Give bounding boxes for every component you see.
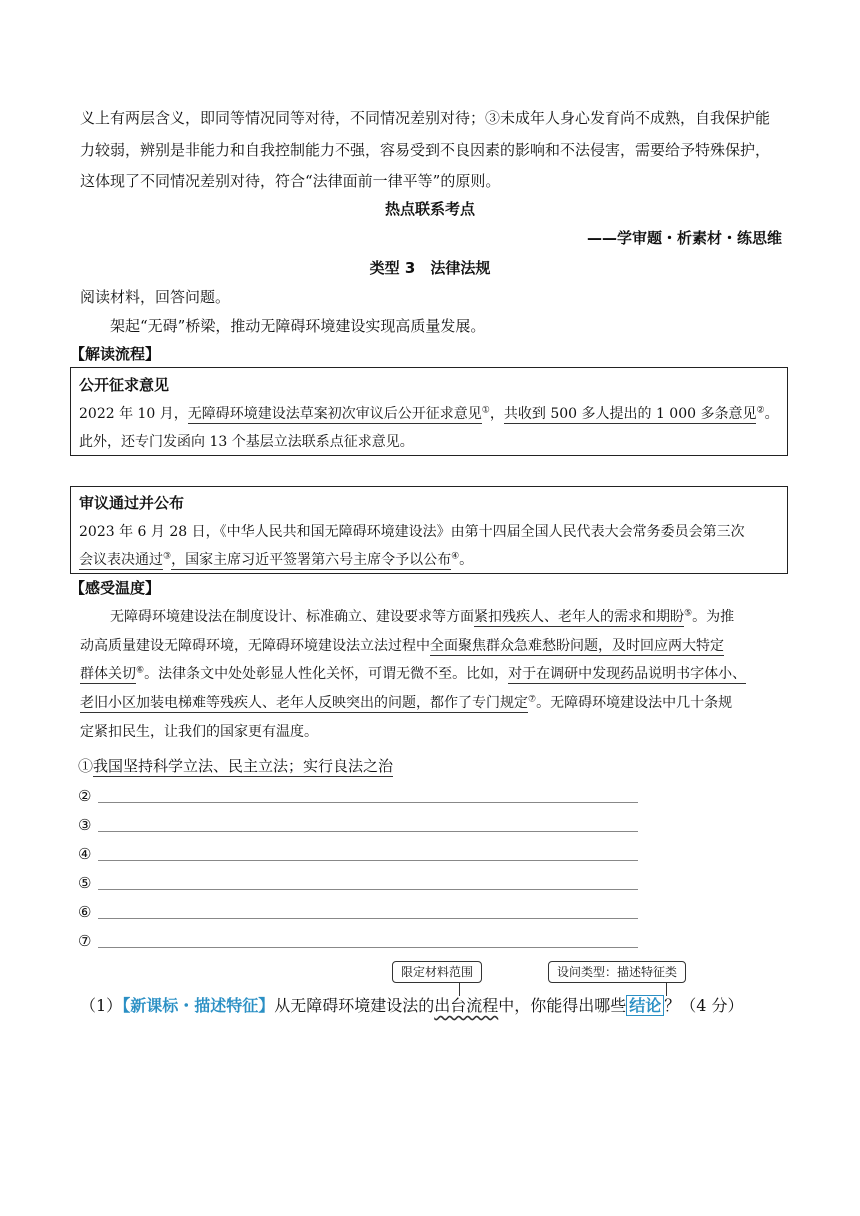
feel-text-3b: 。法律条文中处处彰显人性化关怀，可谓无微不至。比如， — [144, 666, 509, 682]
marker-7: ⑦ — [528, 694, 537, 705]
feel-underlined-4: 对于在调研中发现药品说明书字体小、 — [508, 666, 747, 682]
answer-1-num: ① — [78, 757, 94, 775]
box1-line-1 — [79, 404, 779, 424]
feel-line-1 — [110, 607, 734, 627]
box1-underlined-1: 无障碍环境建设法草案初次审议后公开征求意见 — [187, 406, 482, 422]
intro-line-1: 义上有两层含义，即同等情况同等对待，不同情况差别对待；③未成年人身心发育尚不成熟，自我保护能 — [80, 109, 771, 127]
feel-underlined-3: 群体关切 — [80, 666, 136, 682]
box2-title: 审议通过并公布 — [79, 494, 185, 512]
material-title: 架起“无碍”桥梁，推动无障碍环境建设实现高质量发展。 — [110, 317, 486, 335]
question-text-c: ？（4 分） — [664, 996, 744, 1015]
box1-underlined-2: 共收到 500 多人提出的 1 000 多条意见 — [503, 406, 757, 422]
feel-line-2 — [80, 636, 724, 656]
callout-type-stem — [666, 982, 667, 996]
answer-6-num: ⑥ — [78, 903, 92, 921]
marker-3: ③ — [163, 551, 172, 562]
feel-text-1c: 。为推 — [692, 609, 735, 625]
question-tag: 【新课标・描述特征】 — [122, 996, 275, 1015]
marker-5: ⑤ — [684, 608, 693, 619]
feel-line-4 — [80, 693, 732, 713]
box1-title: 公开征求意见 — [79, 376, 170, 394]
marker-2: ② — [756, 405, 765, 416]
answer-1 — [78, 756, 393, 776]
box2-underlined-1: 会议表决通过 — [79, 552, 163, 568]
question-number: （1） — [80, 996, 123, 1015]
process-box-2 — [70, 486, 788, 574]
question-1 — [80, 995, 744, 1017]
answer-7-blank[interactable] — [98, 947, 638, 948]
process-box-1 — [70, 367, 788, 456]
callout-type: 设问类型：描述特征类 — [548, 961, 686, 983]
question-text-a: 从无障碍环境建设法的 — [274, 996, 435, 1015]
intro-line-2: 力较弱，辨别是非能力和自我控制能力不强，容易受到不良因素的影响和不法侵害，需要给予特殊保护， — [80, 141, 771, 159]
marker-1: ① — [481, 405, 490, 416]
feel-underlined-2: 全面聚焦群众急难愁盼问题，及时回应两大特定 — [430, 638, 724, 654]
instruction: 阅读材料，回答问题。 — [80, 288, 231, 306]
feel-text-4b: 。无障碍环境建设法中几十条规 — [536, 695, 733, 711]
marker-6: ⑥ — [136, 665, 145, 676]
box2-line-2 — [79, 550, 473, 570]
section-title: 热点联系考点 — [384, 200, 475, 218]
answer-1-text: 我国坚持科学立法、民主立法；实行良法之治 — [93, 757, 394, 775]
answer-2-blank[interactable] — [98, 802, 638, 803]
box1-period: 。 — [764, 406, 779, 422]
answer-5-blank[interactable] — [98, 889, 638, 890]
box1-comma: ， — [489, 406, 504, 422]
answer-3-blank[interactable] — [98, 831, 638, 832]
answer-4-num: ④ — [78, 845, 92, 863]
answer-7-num: ⑦ — [78, 932, 92, 950]
answer-6-blank[interactable] — [98, 918, 638, 919]
marker-4: ④ — [451, 551, 460, 562]
feel-text-1a: 无障碍环境建设法在制度设计、标准确立、建设要求等方面 — [110, 609, 474, 625]
feel-text-2a: 动高质量建设无障碍环境，无障碍环境建设法立法过程中 — [80, 638, 430, 654]
feel-line-3 — [80, 664, 746, 684]
intro-line-3: 这体现了不同情况差别对待，符合“法律面前一律平等”的原则。 — [80, 172, 501, 190]
box2-line-1: 2023 年 6 月 28 日，《中华人民共和国无障碍环境建设法》由第十四届全国人民代表大会常务委员会第三次 — [79, 524, 745, 540]
feel-line-5: 定紧扣民生，让我们的国家更有温度。 — [80, 724, 318, 740]
box2-underlined-2: ，国家主席习近平签署第六号主席令予以公布 — [171, 552, 452, 568]
label-process: 【解读流程】 — [70, 345, 161, 363]
feel-underlined-1: 紧扣残疾人、老年人的需求和期盼 — [474, 609, 684, 625]
callout-scope-stem — [459, 982, 460, 996]
answer-4-blank[interactable] — [98, 860, 638, 861]
question-boxed-keyword: 结论 — [626, 995, 664, 1016]
section-subtitle: ——学审题・析素材・练思维 — [586, 229, 782, 247]
question-wavy-keyword: 出台流程 — [434, 996, 499, 1015]
answer-2-num: ② — [78, 787, 92, 805]
answer-5-num: ⑤ — [78, 874, 92, 892]
label-feel: 【感受温度】 — [70, 579, 161, 597]
box1-line-2: 此外，还专门发函向 13 个基层立法联系点征求意见。 — [79, 434, 414, 450]
type-title: 类型 3 法律法规 — [369, 259, 491, 277]
box2-period: 。 — [459, 552, 474, 568]
question-text-b: 中，你能得出哪些 — [498, 996, 627, 1015]
feel-underlined-5: 老旧小区加装电梯难等残疾人、老年人反映突出的问题，都作了专门规定 — [80, 695, 528, 711]
answer-3-num: ③ — [78, 816, 92, 834]
box1-date: 2022 年 10 月， — [79, 406, 188, 422]
callout-scope: 限定材料范围 — [392, 961, 482, 983]
